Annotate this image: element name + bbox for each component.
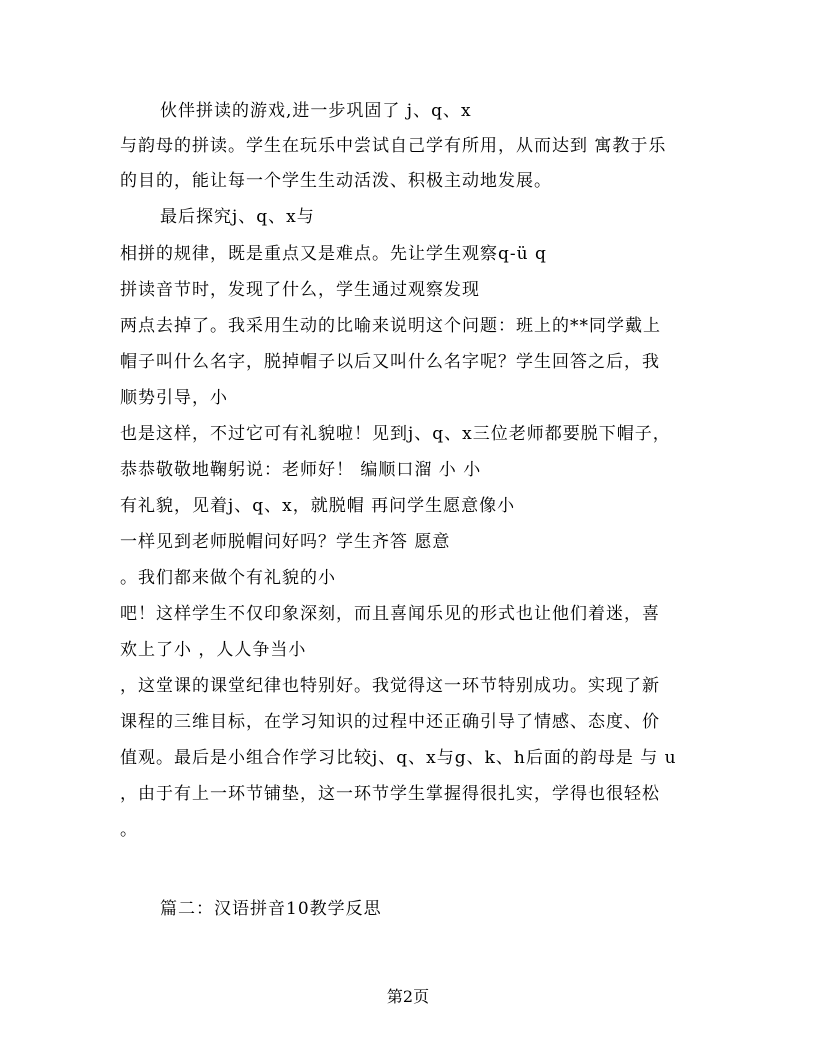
section-heading: 篇二：汉语拼音10教学反思	[160, 899, 382, 919]
paragraph-line-13: 一样见到老师脱帽问好吗？学生齐答 愿意	[120, 532, 451, 552]
paragraph-line-4: 最后探究j、q、x与	[160, 207, 315, 227]
paragraph-line-14: 。我们都来做个有礼貌的小	[120, 568, 336, 588]
paragraph-line-1: 伙伴拼读的游戏,进一步巩固了 j、q、x	[160, 101, 472, 121]
paragraph-line-20: ，由于有上一环节铺垫，这一环节学生掌握得很扎实，学得也很轻松	[120, 784, 660, 804]
paragraph-line-11: 恭恭敬敬地鞠躬说：老师好！ 编顺口溜 小 小	[120, 460, 482, 480]
paragraph-line-2: 与韵母的拼读。学生在玩乐中尝试自己学有所用，从而达到 寓教于乐	[120, 136, 667, 156]
paragraph-line-18: 课程的三维目标，在学习知识的过程中还正确引导了情感、态度、价	[120, 712, 660, 732]
paragraph-line-6: 拼读音节时，发现了什么，学生通过观察发现	[120, 280, 480, 300]
paragraph-line-16: 欢上了小 ，人人争当小	[120, 640, 307, 660]
paragraph-line-17: ，这堂课的课堂纪律也特别好。我觉得这一环节特别成功。实现了新	[120, 676, 660, 696]
paragraph-line-5: 相拼的规律，既是重点又是难点。先让学生观察q-ü q	[120, 244, 547, 264]
paragraph-line-21: 。	[120, 820, 138, 840]
paragraph-line-12: 有礼貌，见着j、q、x，就脱帽 再问学生愿意像小	[120, 496, 516, 516]
paragraph-line-8: 帽子叫什么名字，脱掉帽子以后又叫什么名字呢？学生回答之后，我	[120, 352, 660, 372]
paragraph-line-15: 吧！这样学生不仅印象深刻，而且喜闻乐见的形式也让他们着迷，喜	[120, 604, 660, 624]
paragraph-line-19: 值观。最后是小组合作学习比较j、q、x与g、k、h后面的韵母是 与 u	[120, 748, 677, 768]
paragraph-line-3: 的目的，能让每一个学生生动活泼、积极主动地发展。	[120, 171, 552, 191]
paragraph-line-10: 也是这样，不过它可有礼貌啦！见到j、q、x三位老师都要脱下帽子，	[120, 424, 671, 444]
paragraph-line-7: 两点去掉了。我采用生动的比喻来说明这个问题：班上的**同学戴上	[120, 316, 661, 336]
page-number: 第2页	[386, 987, 430, 1006]
paragraph-line-9: 顺势引导，小	[120, 388, 228, 408]
